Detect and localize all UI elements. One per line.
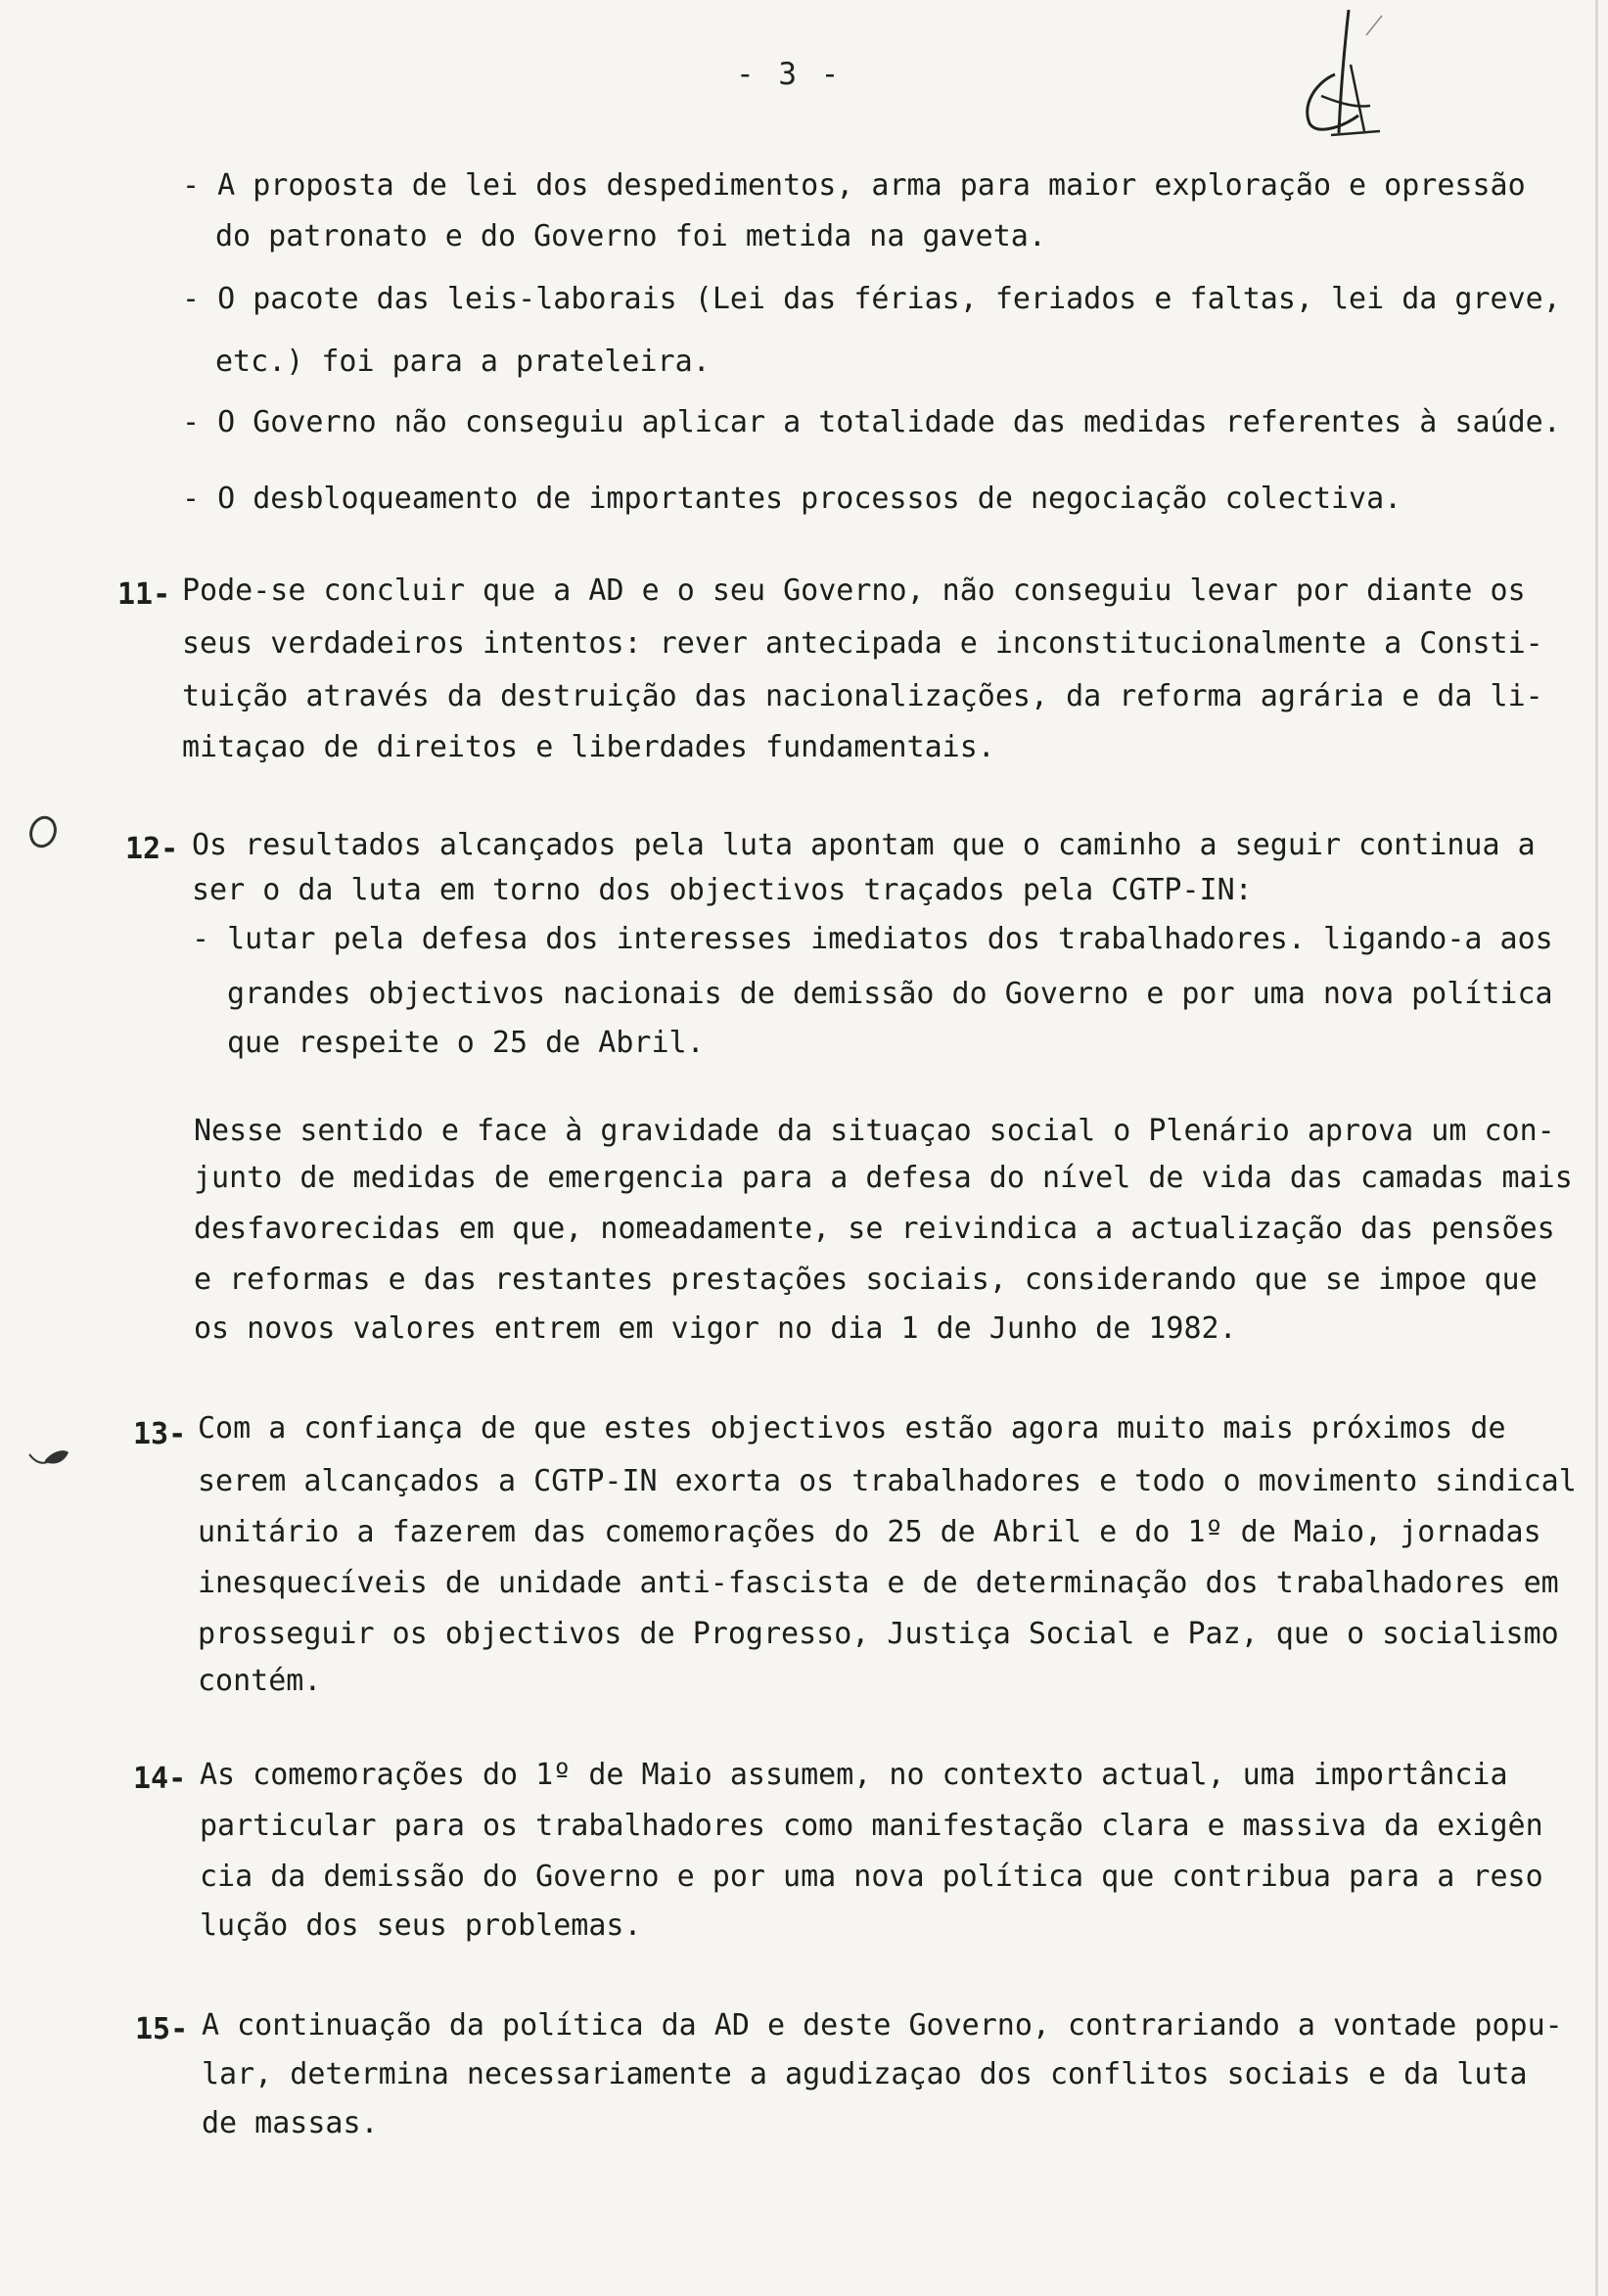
page-number: - 3 - [736,57,843,92]
text-line: lar, determina necessariamente a agudizaçao dos conflitos sociais e da luta [202,2057,1528,2091]
text-line: As comemorações do 1º de Maio assumem, no contexto actual, uma importância [200,1758,1508,1792]
handwritten-initials [1263,6,1390,143]
text-line: que respeite o 25 de Abril. [227,1026,705,1060]
text-line: Os resultados alcançados pela luta apontam que o caminho a seguir continua a [192,828,1536,862]
text-line: etc.) foi para a prateleira. [215,344,711,379]
paragraph-number: 11- [117,577,171,612]
text-line: desfavorecidas em que, nomeadamente, se reivindica a actualização das pensões [194,1212,1555,1246]
text-line: prosseguir os objectivos de Progresso, Justiça Social e Paz, que o socialismo [198,1617,1559,1651]
paragraph-number: 15- [135,2012,189,2046]
text-line: - O Governo não conseguiu aplicar a totalidade das medidas referentes à saúde. [182,405,1561,439]
text-line: e reformas e das restantes prestações sociais, considerando que se impoe que [194,1263,1538,1297]
text-line: tuição através da destruição das nacionalizações, da reforma agrária e da li- [182,679,1543,713]
text-line: grandes objectivos nacionais de demissão do Governo e por uma nova política [227,977,1553,1011]
text-line: - O pacote das leis-laborais (Lei das férias, feriados e faltas, lei da greve, [182,282,1561,316]
text-line: contém. [198,1664,322,1698]
text-line: - A proposta de lei dos despedimentos, arma para maior exploração e opressão [182,168,1526,203]
text-line: particular para os trabalhadores como manifestação clara e massiva da exigên [200,1809,1543,1843]
text-line: inesquecíveis de unidade anti-fascista e de determinação dos trabalhadores em [198,1566,1559,1600]
text-line: serem alcançados a CGTP-IN exorta os trabalhadores e todo o movimento sindical [198,1464,1577,1498]
margin-ink-mark [25,1445,72,1474]
text-line: Com a confiança de que estes objectivos estão agora muito mais próximos de [198,1411,1506,1446]
margin-circle-mark [25,812,61,851]
text-line: unitário a fazerem das comemorações do 25 de Abril e do 1º de Maio, jornadas [198,1515,1541,1549]
text-line: do patronato e do Governo foi metida na gaveta. [215,219,1046,253]
text-line: Nesse sentido e face à gravidade da situaçao social o Plenário aprova um con- [194,1114,1555,1148]
text-line: mitaçao de direitos e liberdades fundamentais. [182,730,995,764]
text-line: lução dos seus problemas. [200,1908,642,1943]
text-line: ser o da luta em torno dos objectivos traçados pela CGTP-IN: [192,873,1253,907]
paragraph-number: 13- [133,1417,187,1451]
text-line: os novos valores entrem em vigor no dia 1 de Junho de 1982. [194,1311,1237,1346]
text-line: de massas. [202,2106,379,2140]
text-line: Pode-se concluir que a AD e o seu Governo, não conseguiu levar por diante os [182,574,1526,608]
page-edge-shadow [1595,0,1598,2296]
text-line: seus verdadeiros intentos: rever antecipada e inconstitucionalmente a Consti- [182,626,1543,661]
text-line: A continuação da política da AD e deste Governo, contrariando a vontade popu- [202,2008,1563,2043]
text-line: - lutar pela defesa dos interesses imediatos dos trabalhadores. ligando-a aos [192,922,1553,956]
paragraph-number: 14- [133,1762,187,1796]
text-line: cia da demissão do Governo e por uma nova política que contribua para a reso [200,1860,1543,1894]
text-line: - O desbloqueamento de importantes processos de negociação colectiva. [182,482,1402,516]
paragraph-number: 12- [125,832,179,866]
text-line: junto de medidas de emergencia para a defesa do nível de vida das camadas mais [194,1161,1573,1195]
